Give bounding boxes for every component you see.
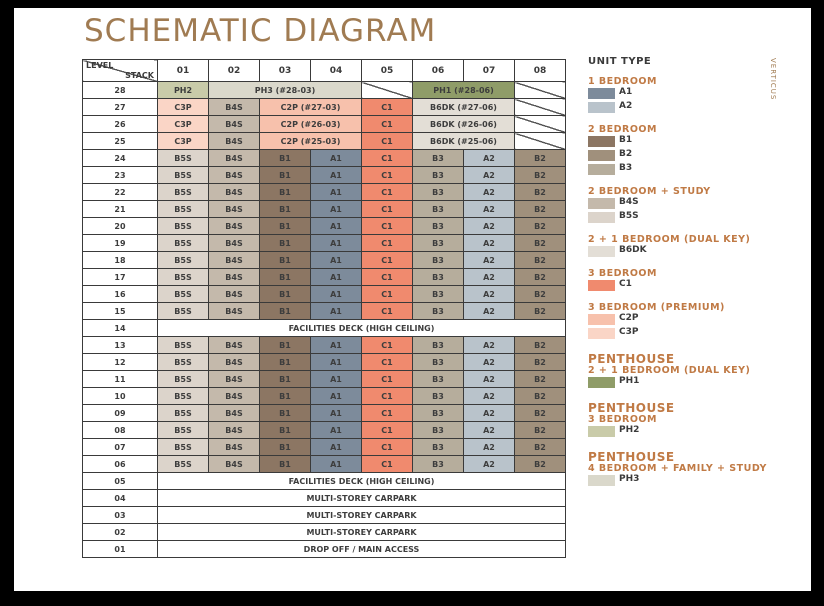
- legend-label: C3P: [619, 327, 639, 337]
- level-row-10: [83, 388, 566, 405]
- unit-cell: B2: [515, 184, 566, 201]
- unit-cell: B6DK (#26-06): [413, 116, 515, 133]
- unit-cell: B5S: [158, 184, 209, 201]
- unit-cell: B1: [260, 150, 311, 167]
- unit-cell: B5S: [158, 337, 209, 354]
- unit-cell: B1: [260, 218, 311, 235]
- level-number: 03: [83, 507, 158, 524]
- stack-header-cell: 06: [413, 60, 464, 82]
- unit-cell: B4S: [209, 354, 260, 371]
- unit-cell: A2: [464, 286, 515, 303]
- unit-cell: B4S: [209, 201, 260, 218]
- unit-cell: B3: [413, 218, 464, 235]
- legend-swatch: [588, 198, 615, 209]
- unit-cell: B2: [515, 405, 566, 422]
- level-row-20: [83, 218, 566, 235]
- unit-cell: B5S: [158, 150, 209, 167]
- unit-cell: B4S: [209, 184, 260, 201]
- legend-group-title: 3 BEDROOM: [588, 268, 657, 279]
- legend-swatch: [588, 328, 615, 339]
- unit-cell: A2: [464, 201, 515, 218]
- unit-cell: B5S: [158, 371, 209, 388]
- unit-cell: A1: [311, 218, 362, 235]
- stack-header-cell: 08: [515, 60, 566, 82]
- level-number: 13: [83, 337, 158, 354]
- unit-cell: C1: [362, 405, 413, 422]
- unit-cell: A1: [311, 201, 362, 218]
- floor-description: MULTI-STOREY CARPARK: [158, 490, 566, 507]
- legend-label: PH1: [619, 376, 640, 386]
- level-row-01: [83, 541, 566, 558]
- unit-cell: C1: [362, 456, 413, 473]
- level-row-03: [83, 507, 566, 524]
- unit-cell: A1: [311, 235, 362, 252]
- legend-swatch: [588, 164, 615, 175]
- level-number: 19: [83, 235, 158, 252]
- unit-cell: A1: [311, 167, 362, 184]
- legend-group-title: PENTHOUSE: [588, 450, 675, 464]
- page-title: SCHEMATIC DIAGRAM: [84, 13, 437, 49]
- legend-group-title: PENTHOUSE: [588, 352, 675, 366]
- legend-swatch: [588, 212, 615, 223]
- unit-cell: B4S: [209, 99, 260, 116]
- level-number: 23: [83, 167, 158, 184]
- unit-cell: C1: [362, 184, 413, 201]
- unit-cell: C1: [362, 167, 413, 184]
- level-row-18: [83, 252, 566, 269]
- unit-cell: B5S: [158, 218, 209, 235]
- unit-cell: A2: [464, 337, 515, 354]
- unit-cell: A2: [464, 269, 515, 286]
- unit-cell: B1: [260, 269, 311, 286]
- legend-label: B4S: [619, 197, 639, 207]
- unit-cell: B2: [515, 150, 566, 167]
- floor-description: MULTI-STOREY CARPARK: [158, 524, 566, 541]
- empty-cell: [515, 133, 566, 150]
- unit-cell: A1: [311, 252, 362, 269]
- legend-label: B5S: [619, 211, 639, 221]
- unit-cell: B4S: [209, 133, 260, 150]
- legend-label: B3: [619, 163, 633, 173]
- unit-cell: B3: [413, 354, 464, 371]
- unit-cell: A2: [464, 218, 515, 235]
- unit-cell: B4S: [209, 116, 260, 133]
- unit-cell: B2: [515, 354, 566, 371]
- unit-cell: A1: [311, 303, 362, 320]
- legend-title: UNIT TYPE: [588, 56, 652, 67]
- unit-cell: C1: [362, 133, 413, 150]
- unit-cell: C2P (#27-03): [260, 99, 362, 116]
- level-number: 09: [83, 405, 158, 422]
- unit-cell: B4S: [209, 269, 260, 286]
- header-row: [83, 60, 566, 82]
- unit-cell: A2: [464, 405, 515, 422]
- level-number: 17: [83, 269, 158, 286]
- unit-cell: C1: [362, 422, 413, 439]
- unit-cell: C1: [362, 439, 413, 456]
- unit-cell: C1: [362, 303, 413, 320]
- unit-cell: B4S: [209, 439, 260, 456]
- unit-cell: B6DK (#25-06): [413, 133, 515, 150]
- level-row-28: [83, 82, 566, 99]
- unit-cell: C1: [362, 252, 413, 269]
- level-row-12: [83, 354, 566, 371]
- unit-cell: PH2: [158, 82, 209, 99]
- stack-header: STACK: [125, 71, 154, 80]
- unit-cell: B5S: [158, 235, 209, 252]
- unit-cell: B2: [515, 456, 566, 473]
- unit-cell: A1: [311, 422, 362, 439]
- unit-cell: B5S: [158, 303, 209, 320]
- level-row-17: [83, 269, 566, 286]
- unit-cell: A2: [464, 150, 515, 167]
- legend-swatch: [588, 88, 615, 99]
- legend-group-subtitle: 4 BEDROOM + FAMILY + STUDY: [588, 463, 767, 474]
- unit-cell: B5S: [158, 388, 209, 405]
- level-row-11: [83, 371, 566, 388]
- unit-cell: C1: [362, 116, 413, 133]
- unit-cell: B2: [515, 388, 566, 405]
- unit-cell: B3: [413, 167, 464, 184]
- level-number: 08: [83, 422, 158, 439]
- level-number: 24: [83, 150, 158, 167]
- floor-description: DROP OFF / MAIN ACCESS: [158, 541, 566, 558]
- unit-cell: B3: [413, 388, 464, 405]
- unit-cell: B6DK (#27-06): [413, 99, 515, 116]
- unit-cell: B2: [515, 303, 566, 320]
- unit-cell: B2: [515, 252, 566, 269]
- level-row-23: [83, 167, 566, 184]
- unit-cell: B5S: [158, 167, 209, 184]
- level-row-13: [83, 337, 566, 354]
- unit-cell: B4S: [209, 150, 260, 167]
- level-number: 04: [83, 490, 158, 507]
- unit-cell: A2: [464, 235, 515, 252]
- unit-cell: A1: [311, 150, 362, 167]
- unit-cell: B3: [413, 235, 464, 252]
- unit-cell: A1: [311, 184, 362, 201]
- unit-cell: A2: [464, 354, 515, 371]
- level-row-02: [83, 524, 566, 541]
- empty-cell: [515, 82, 566, 99]
- level-row-04: [83, 490, 566, 507]
- unit-cell: B4S: [209, 218, 260, 235]
- stack-header-cell: 07: [464, 60, 515, 82]
- floor-description: MULTI-STOREY CARPARK: [158, 507, 566, 524]
- unit-cell: C1: [362, 388, 413, 405]
- schematic-grid: [82, 59, 566, 558]
- unit-cell: A1: [311, 439, 362, 456]
- unit-cell: B1: [260, 286, 311, 303]
- unit-cell: B1: [260, 439, 311, 456]
- unit-cell: A1: [311, 286, 362, 303]
- unit-cell: B4S: [209, 337, 260, 354]
- level-number: 05: [83, 473, 158, 490]
- unit-cell: B2: [515, 371, 566, 388]
- unit-cell: C1: [362, 354, 413, 371]
- unit-cell: A1: [311, 388, 362, 405]
- level-number: 16: [83, 286, 158, 303]
- unit-cell: A1: [311, 456, 362, 473]
- legend-group-title: PENTHOUSE: [588, 401, 675, 415]
- unit-cell: C3P: [158, 133, 209, 150]
- legend-label: A2: [619, 101, 633, 111]
- level-number: 22: [83, 184, 158, 201]
- legend-label: A1: [619, 87, 633, 97]
- level-number: 02: [83, 524, 158, 541]
- unit-cell: C3P: [158, 99, 209, 116]
- unit-cell: B5S: [158, 405, 209, 422]
- unit-cell: B1: [260, 456, 311, 473]
- legend-label: C2P: [619, 313, 639, 323]
- unit-cell: C1: [362, 286, 413, 303]
- unit-cell: A2: [464, 388, 515, 405]
- level-number: 20: [83, 218, 158, 235]
- unit-cell: B3: [413, 150, 464, 167]
- unit-cell: C2P (#25-03): [260, 133, 362, 150]
- unit-cell: A1: [311, 405, 362, 422]
- floor-description: FACILITIES DECK (HIGH CEILING): [158, 320, 566, 337]
- legend-swatch: [588, 377, 615, 388]
- unit-cell: B5S: [158, 439, 209, 456]
- level-row-14: [83, 320, 566, 337]
- empty-cell: [515, 99, 566, 116]
- unit-cell: B4S: [209, 371, 260, 388]
- level-row-25: [83, 133, 566, 150]
- unit-cell: B5S: [158, 422, 209, 439]
- unit-cell: B4S: [209, 422, 260, 439]
- unit-cell: B2: [515, 286, 566, 303]
- level-row-22: [83, 184, 566, 201]
- level-number: 06: [83, 456, 158, 473]
- level-number: 15: [83, 303, 158, 320]
- level-number: 11: [83, 371, 158, 388]
- unit-cell: C3P: [158, 116, 209, 133]
- legend-label: PH2: [619, 425, 640, 435]
- unit-cell: B3: [413, 303, 464, 320]
- stack-header-cell: 01: [158, 60, 209, 82]
- unit-cell: B3: [413, 422, 464, 439]
- unit-cell: B1: [260, 337, 311, 354]
- unit-cell: B5S: [158, 269, 209, 286]
- floor-description: FACILITIES DECK (HIGH CEILING): [158, 473, 566, 490]
- unit-cell: B3: [413, 269, 464, 286]
- unit-cell: C1: [362, 218, 413, 235]
- unit-cell: B4S: [209, 456, 260, 473]
- level-number: 25: [83, 133, 158, 150]
- unit-cell: B3: [413, 456, 464, 473]
- unit-cell: B2: [515, 218, 566, 235]
- unit-cell: C1: [362, 371, 413, 388]
- schematic-sheet: [14, 8, 811, 591]
- unit-cell: A1: [311, 337, 362, 354]
- legend-swatch: [588, 150, 615, 161]
- unit-cell: B2: [515, 439, 566, 456]
- legend-group-subtitle: 2 + 1 BEDROOM (DUAL KEY): [588, 365, 751, 376]
- unit-cell: A1: [311, 269, 362, 286]
- unit-cell: C1: [362, 235, 413, 252]
- unit-cell: C1: [362, 150, 413, 167]
- unit-cell: B2: [515, 201, 566, 218]
- level-number: 12: [83, 354, 158, 371]
- legend-group-title: 2 + 1 BEDROOM (DUAL KEY): [588, 234, 751, 245]
- unit-cell: B2: [515, 167, 566, 184]
- legend-label: B1: [619, 135, 633, 145]
- level-header: LEVEL: [86, 61, 114, 70]
- unit-cell: B4S: [209, 405, 260, 422]
- unit-cell: B3: [413, 371, 464, 388]
- level-number: 28: [83, 82, 158, 99]
- level-row-26: [83, 116, 566, 133]
- unit-cell: B4S: [209, 286, 260, 303]
- legend-group-title: 3 BEDROOM (PREMIUM): [588, 302, 725, 313]
- legend-label: B2: [619, 149, 633, 159]
- legend-label: PH3: [619, 474, 640, 484]
- unit-cell: B1: [260, 405, 311, 422]
- unit-cell: A2: [464, 167, 515, 184]
- unit-cell: B5S: [158, 201, 209, 218]
- unit-cell: B4S: [209, 303, 260, 320]
- empty-cell: [362, 82, 413, 99]
- level-row-15: [83, 303, 566, 320]
- level-number: 27: [83, 99, 158, 116]
- unit-cell: B4S: [209, 388, 260, 405]
- unit-cell: B3: [413, 252, 464, 269]
- unit-cell: B4S: [209, 167, 260, 184]
- legend-label: B6DK: [619, 245, 647, 255]
- unit-cell: A2: [464, 371, 515, 388]
- unit-cell: B1: [260, 201, 311, 218]
- unit-cell: B4S: [209, 252, 260, 269]
- unit-cell: B3: [413, 184, 464, 201]
- legend-group-subtitle: 3 BEDROOM: [588, 414, 657, 425]
- unit-cell: C1: [362, 201, 413, 218]
- level-number: 18: [83, 252, 158, 269]
- unit-cell: A2: [464, 456, 515, 473]
- legend-group-title: 2 BEDROOM + STUDY: [588, 186, 711, 197]
- level-row-24: [83, 150, 566, 167]
- level-row-06: [83, 456, 566, 473]
- level-number: 21: [83, 201, 158, 218]
- legend-swatch: [588, 426, 615, 437]
- level-row-05: [83, 473, 566, 490]
- level-row-21: [83, 201, 566, 218]
- legend-group-title: 1 BEDROOM: [588, 76, 657, 87]
- level-number: 10: [83, 388, 158, 405]
- unit-cell: B1: [260, 184, 311, 201]
- unit-cell: B5S: [158, 286, 209, 303]
- level-row-16: [83, 286, 566, 303]
- brand-label: VERTICUS: [769, 58, 777, 101]
- unit-cell: B1: [260, 422, 311, 439]
- unit-cell: A2: [464, 303, 515, 320]
- legend-swatch: [588, 246, 615, 257]
- unit-cell: B1: [260, 252, 311, 269]
- unit-cell: B1: [260, 371, 311, 388]
- unit-cell: B5S: [158, 252, 209, 269]
- unit-cell: B5S: [158, 354, 209, 371]
- unit-cell: A1: [311, 371, 362, 388]
- unit-cell: PH1 (#28-06): [413, 82, 515, 99]
- empty-cell: [515, 116, 566, 133]
- unit-cell: C2P (#26-03): [260, 116, 362, 133]
- unit-cell: A2: [464, 184, 515, 201]
- legend-swatch: [588, 314, 615, 325]
- legend-swatch: [588, 136, 615, 147]
- unit-cell: B1: [260, 235, 311, 252]
- legend-swatch: [588, 102, 615, 113]
- level-number: 07: [83, 439, 158, 456]
- unit-cell: A2: [464, 422, 515, 439]
- unit-cell: B2: [515, 269, 566, 286]
- unit-cell: C1: [362, 337, 413, 354]
- level-stack-corner: [83, 60, 158, 82]
- level-row-19: [83, 235, 566, 252]
- unit-cell: C1: [362, 99, 413, 116]
- legend-group-title: 2 BEDROOM: [588, 124, 657, 135]
- unit-cell: PH3 (#28-03): [209, 82, 362, 99]
- legend-swatch: [588, 475, 615, 486]
- legend-label: C1: [619, 279, 632, 289]
- unit-cell: B1: [260, 388, 311, 405]
- unit-cell: A2: [464, 252, 515, 269]
- unit-cell: C1: [362, 269, 413, 286]
- unit-cell: B5S: [158, 456, 209, 473]
- level-row-07: [83, 439, 566, 456]
- unit-type-legend: [588, 56, 767, 484]
- unit-cell: B3: [413, 337, 464, 354]
- level-row-09: [83, 405, 566, 422]
- unit-cell: B3: [413, 286, 464, 303]
- unit-cell: B1: [260, 167, 311, 184]
- level-row-27: [83, 99, 566, 116]
- unit-cell: B3: [413, 201, 464, 218]
- unit-cell: B2: [515, 337, 566, 354]
- level-number: 14: [83, 320, 158, 337]
- unit-cell: B4S: [209, 235, 260, 252]
- stack-header-cell: 04: [311, 60, 362, 82]
- stack-header-cell: 03: [260, 60, 311, 82]
- level-number: 01: [83, 541, 158, 558]
- unit-cell: B2: [515, 422, 566, 439]
- level-number: 26: [83, 116, 158, 133]
- unit-cell: A2: [464, 439, 515, 456]
- unit-cell: B1: [260, 354, 311, 371]
- unit-cell: A1: [311, 354, 362, 371]
- legend-swatch: [588, 280, 615, 291]
- stack-header-cell: 05: [362, 60, 413, 82]
- stack-header-cell: 02: [209, 60, 260, 82]
- unit-cell: B3: [413, 405, 464, 422]
- unit-cell: B3: [413, 439, 464, 456]
- unit-cell: B2: [515, 235, 566, 252]
- level-row-08: [83, 422, 566, 439]
- unit-cell: B1: [260, 303, 311, 320]
